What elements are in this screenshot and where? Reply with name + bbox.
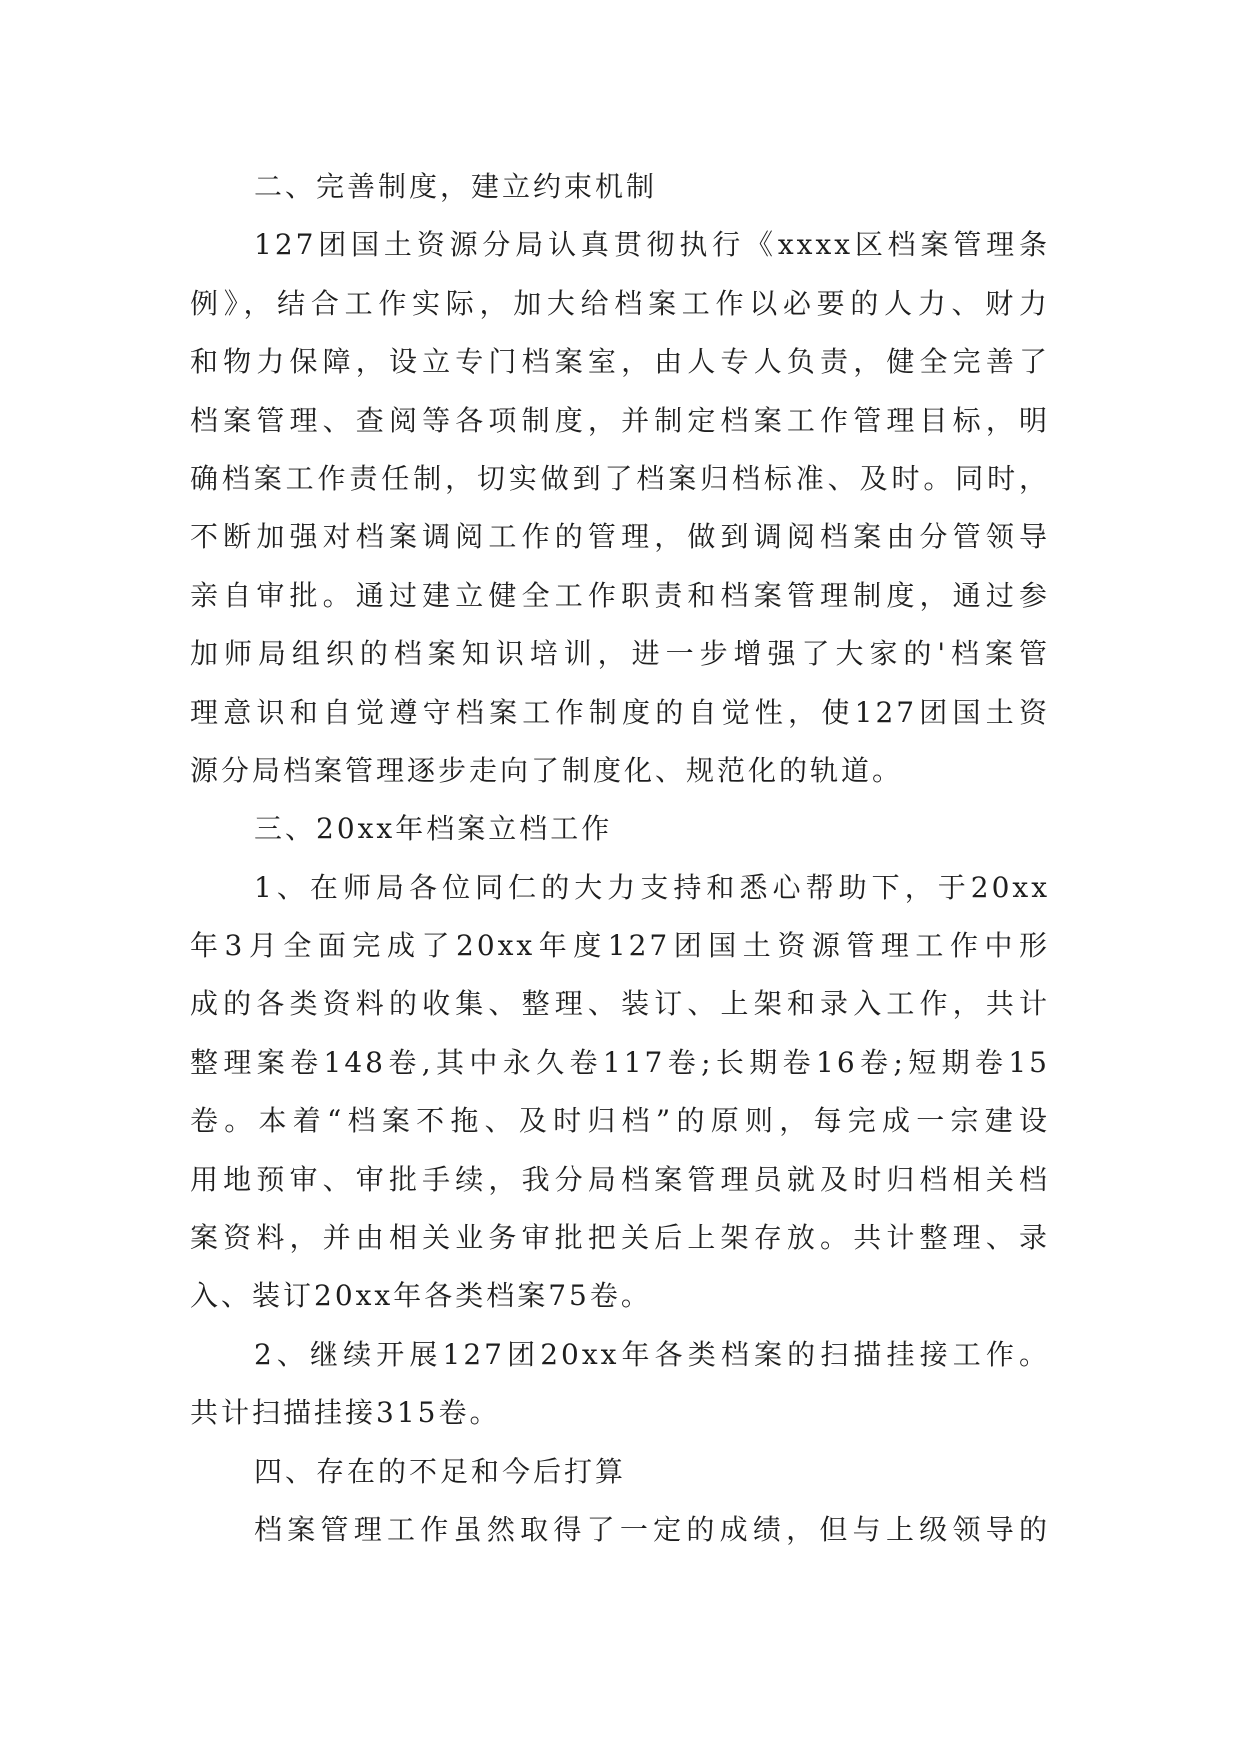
paragraph-line: 不断加强对档案调阅工作的管理，做到调阅档案由分管领导: [190, 520, 1050, 554]
paragraph-line: 理意识和自觉遵守档案工作制度的自觉性，使127团国土资: [190, 695, 1050, 729]
paragraph-line: 127团国土资源分局认真贯彻执行《xxxx区档案管理条: [254, 228, 1050, 262]
paragraph-line: 2、继续开展127团20xx年各类档案的扫描挂接工作。: [254, 1337, 1050, 1371]
paragraph-line: 亲自审批。通过建立健全工作职责和档案管理制度，通过参: [190, 578, 1050, 612]
paragraph-line: 共计扫描挂接315卷。: [190, 1396, 501, 1430]
paragraph-line: 和物力保障，设立专门档案室，由人专人负责，健全完善了: [190, 345, 1050, 379]
paragraph-line: 例》，结合工作实际，加大给档案工作以必要的人力、财力: [190, 286, 1050, 320]
section-heading-3: 三、20xx年档案立档工作: [254, 812, 613, 846]
paragraph-line: 档案管理工作虽然取得了一定的成绩，但与上级领导的: [254, 1512, 1050, 1546]
document-body: [190, 158, 1050, 1559]
paragraph-line: 成的各类资料的收集、整理、装订、上架和录入工作，共计: [190, 987, 1050, 1021]
paragraph-line: 档案管理、查阅等各项制度，并制定档案工作管理目标，明: [190, 403, 1050, 437]
paragraph-line: 确档案工作责任制，切实做到了档案归档标准、及时。同时，: [190, 461, 1050, 495]
paragraph-line: 加师局组织的档案知识培训，进一步增强了大家的'档案管: [190, 637, 1050, 671]
section-heading-2: 二、完善制度，建立约束机制: [254, 170, 658, 203]
paragraph-line: 整理案卷148卷,其中永久卷117卷;长期卷16卷;短期卷15: [190, 1045, 1050, 1079]
paragraph-line: 年3月全面完成了20xx年度127团国土资源管理工作中形: [190, 929, 1050, 963]
paragraph-line: 用地预审、审批手续，我分局档案管理员就及时归档相关档: [190, 1162, 1050, 1196]
paragraph-line: 入、装订20xx年各类档案75卷。: [190, 1279, 652, 1313]
section-heading-4: 四、存在的不足和今后打算: [254, 1454, 627, 1488]
paragraph-line: 案资料，并由相关业务审批把关后上架存放。共计整理、录: [190, 1221, 1050, 1255]
paragraph-line: 源分局档案管理逐步走向了制度化、规范化的轨道。: [190, 753, 904, 787]
paragraph-line: 卷。本着“档案不拖、及时归档”的原则，每完成一宗建设: [190, 1104, 1050, 1138]
paragraph-line: 1、在师局各位同仁的大力支持和悉心帮助下，于20xx: [254, 870, 1050, 904]
